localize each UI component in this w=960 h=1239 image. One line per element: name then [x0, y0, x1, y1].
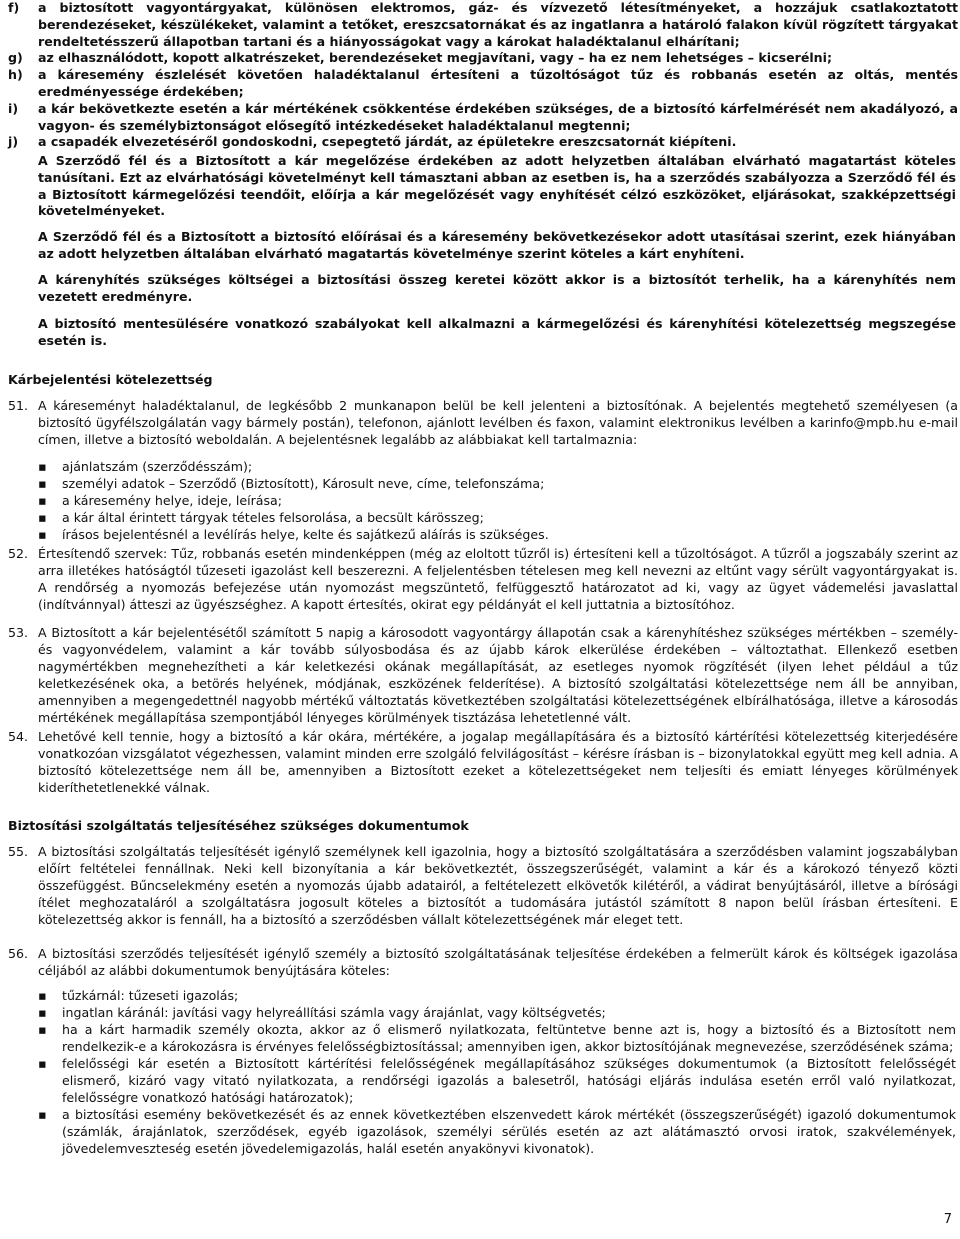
paragraph-prevention: A Szerződő fél és a Biztosított a kár megelőzése érdekében az adott helyzetben általában elvárható magatartást köteles tanúsítani. Ezt az elvárhatósági követelményt kell támasztani abban az esetben is, ha a szerződés szabályozza a Szerződő fél és a Biztosított kármegelőzési teendőit, előírja a kár megelőzését vagy enyhítését célzó eszközöket, eljárásokat, szakképzettségi követelményeket. [38, 153, 956, 219]
item-label: j) [8, 134, 19, 150]
clause-text: A káreseményt haladéktalanul, de legkésőbb 2 munkanapon belül be kell jelenteni a biztosítónak. A bejelentés megtehető személyesen (a biztosító ügyfélszolgálatán vagy bármely postán), telefonon, ajánlott levélben és faxon, valamint elektronikus levélben a karinfo@mpb.hu e-mail címen, illetve a biztosító weboldalán. A bejelentésnek legalább az alábbiakat kell tartalmaznia: [38, 398, 958, 447]
bullet-icon: ▪ [38, 1107, 47, 1122]
bullet-icon: ▪ [38, 493, 47, 508]
item-label: f) [8, 0, 20, 15]
item-label: h) [8, 67, 23, 83]
bullet-icon: ▪ [38, 1056, 47, 1071]
list-item: ▪ ingatlan káránál: javítási vagy helyreállítási számla vagy árajánlat, vagy költségvetés; [38, 1005, 606, 1020]
bullet-icon: ▪ [38, 1005, 47, 1020]
list-item: ▪ ha a kárt harmadik személy okozta, akkor az ő elismerő nyilatkozata, feltüntetve benne azt is, hogy a biztosító és a Biztosított nem rendelkezik-e a károkozásra is érvényes felelősségbiztosítással; amennyiben igen, akkor biztosítójának megnevezése, szerződésének száma; [38, 1022, 956, 1054]
list-item: ▪ írásos bejelentésnél a levélírás helye, kelte és sajátkezű aláírás is szükséges. [38, 527, 549, 542]
section-heading-documents: Biztosítási szolgáltatás teljesítéséhez szükséges dokumentumok [8, 818, 469, 833]
clause-text: A Biztosított a kár bejelentésétől számított 5 napig a károsodott vagyontárgy állapotán csak a kárenyhítéshez szükséges mértékben – személy- és vagyonvédelem, valamint a kár tovább súlyosbodása és az újabb károk elkerülése érdekében – változtathat. Ellenkező esetben nagymértékben megnehezítheti a kár keletkezési okának megállapítását, az esetleges nyomok rögzítését (ilyen lehet például a tűz keletkezésének oka, a betörés helyének, módjának, eszközének felderítése). A biztosító szolgáltatási kötelezettsége nem áll be annyiban, amennyiben a megengedettnél nagyobb mértékű változtatás következtében szolgáltatási kötelezettségének elbírálhatósága, illetve a károsodás mértékének megállapítása szempontjából lényeges körülmények tisztázása lehetetlenné vált. [38, 625, 958, 725]
clause-text: A biztosítási szolgáltatás teljesítését igénylő személynek kell igazolnia, hogy a biztosító szolgáltatására a szerződésben valamint jogszabályban előírt feltételei fennállnak. Neki kell bizonyítania a kár bekövetkeztét, összegszerűségét, valamint a kár és a károkozó tényező közti összefüggést. Bűncselekmény esetén a nyomozás újabb adatairól, a feltételezett elkövetők kilétéről, a vádirat benyújtásáról, illetve a bírósági ítélet meghozataláról a szolgáltatásra jogosult köteles a biztosítót a tudomására jutástól számított 8 napon belül írásban értesíteni. E kötelezettség akkor is fennáll, ha a biztosító a szerződésben vállalt kötelezettségének már eleget tett. [38, 844, 958, 927]
item-text: a biztosított vagyontárgyakat, különösen elektromos, gáz- és vízvezető létesítményeket, a hozzájuk csatlakoztatott berendezéseket, készülékeket, valamint a tetőket, ereszcsatornákat és az ingatlanra a határoló falakon kívül rögzített tárgyakat rendeltetésszerű állapotban tartani és a hiányosságokat vagy a károkat haladéktalanul elhárítani; [38, 0, 958, 49]
bullet-list-51 [38, 458, 956, 543]
bullet-icon: ▪ [38, 476, 47, 491]
section-heading-claim-reporting: Kárbejelentési kötelezettség [8, 372, 213, 387]
list-item: ▪ a biztosítási esemény bekövetkezését és az ennek következtében elszenvedett károk mértékét (összegszerűségét) igazoló dokumentumok (számlák, árajánlatok, szerződések, egyéb igazolások, személyi sérülés esetén az azt alátámasztó orvosi iratok, szakvélemények, jövedelemveszteség esetén jövedelemigazolás, halál esetén anyakönyvi kivonatok). [38, 1107, 956, 1156]
clause-text: A biztosítási szerződés teljesítését igénylő személy a biztosító szolgáltatásának teljesítése érdekében a felmerült károk és költségek igazolása céljából az alábbi dokumentumok benyújtására köteles: [38, 946, 958, 978]
paragraph-mitigation-costs: A kárenyhítés szükséges költségei a biztosítási összeg keretei között akkor is a biztosítót terhelik, ha a kárenyhítés nem vezetett eredményre. [38, 272, 956, 304]
bullet-list-56 [38, 987, 956, 1157]
item-text: a káresemény észlelését követően haladéktalanul értesíteni a tűzoltóságot tűz és robbanás esetén az oltás, mentés eredményessége érdekében; [38, 67, 958, 99]
item-text: az elhasználódott, kopott alkatrészeket, berendezéseket megjavítani, vagy – ha ez nem lehetséges – kicserélni; [38, 50, 832, 66]
bullet-icon: ▪ [38, 459, 47, 474]
obligation-item-f [8, 0, 958, 50]
list-item: ▪ tűzkárnál: tűzeseti igazolás; [38, 988, 239, 1003]
item-text: a csapadék elvezetéséről gondoskodni, csepegtető járdát, az épületekre ereszcsatornát kiépíteni. [38, 134, 737, 150]
clause-54 [8, 728, 958, 796]
bullet-icon: ▪ [38, 1022, 47, 1037]
item-label: g) [8, 50, 23, 66]
clause-51 [8, 397, 958, 448]
clause-text: Lehetővé kell tennie, hogy a biztosító a kár okára, mértékére, a jogalap megállapítására és a biztosító kártérítési kötelezettség kiterjedésére vonatkozóan vizsgálatot végezhessen, valamint minden erre szolgáló felvilágosítást – kérésre írásban is – bizonylatokkal együtt meg kell adnia. A biztosító kötelezettsége nem áll be, amennyiben a Biztosított ezeket a kötelezettségeket nem teljesíti és emiatt lényeges körülmények kideríthetetlenekké válnak. [38, 729, 958, 795]
bullet-icon: ▪ [38, 527, 47, 542]
clause-55 [8, 843, 958, 928]
obligation-list [8, 0, 958, 151]
bullet-icon: ▪ [38, 988, 47, 1003]
clause-text: Értesítendő szervek: Tűz, robbanás esetén mindenképpen (még az eloltott tűzről is) értesíteni kell a tűzoltóságot. A tűzről a jogszabály szerint az arra illetékes hatóságtól tűzeseti igazolást kell beszerezni. A feljelentésben tételesen meg kell nevezni az eltűnt vagy sérült vagyontárgyakat is. A rendőrség a nyomozás befejezése után nyomozást megszüntető, felfüggesztő határozatot ad ki, vagy az ügyet vádemelési javaslattal (indítvánnyal) átteszi az ügyészséghez. A kapott értesítés, okirat egy példányát el kell juttatnia a biztosítóhoz. [38, 546, 958, 612]
item-text: a kár bekövetkezte esetén a kár mértékének csökkentése érdekében szükséges, de a biztosító kárfelmérését nem akadályozó, a vagyon- és személybiztonságot elősegítő intézkedéseket haladéktalanul megtenni; [38, 100, 958, 133]
obligation-item-j [8, 134, 958, 151]
list-item: ▪ a kár által érintett tárgyak tételes felsorolása, a becsült kárösszeg; [38, 510, 484, 525]
clause-53 [8, 624, 958, 726]
item-label: i) [8, 100, 19, 116]
list-item: ▪ a káresemény helye, ideje, leírása; [38, 493, 283, 508]
clause-number: 51. [8, 398, 29, 413]
obligation-item-h [8, 67, 958, 101]
clause-number: 52. [8, 546, 29, 561]
clause-number: 53. [8, 625, 29, 640]
bullet-icon: ▪ [38, 510, 47, 525]
paragraph-mitigation: A Szerződő fél és a Biztosított a biztosító előírásai és a káresemény bekövetkezésekor adott utasításai szerint, ezek hiányában az adott helyzetben általában elvárható magatartás követelménye szerint köteles a kárt enyhíteni. [38, 229, 956, 261]
page-number: 7 [943, 1212, 952, 1227]
clause-number: 55. [8, 844, 29, 859]
clause-number: 56. [8, 946, 29, 961]
list-item: ▪ ajánlatszám (szerződésszám); [38, 459, 253, 474]
paragraph-exemption: A biztosító mentesülésére vonatkozó szabályokat kell alkalmazni a kármegelőzési és kárenyhítési kötelezettség megszegése esetén is. [38, 316, 956, 348]
obligation-item-i [8, 101, 958, 135]
list-item: ▪ felelősségi kár esetén a Biztosított kártérítési felelősségének megállapításához szükséges dokumentumok (a Biztosított felelősségét elismerő, kizáró vagy vitató nyilatkozata, a rendőrségi igazolás a balesetről, hatósági eljárás indulása esetén erről való nyilatkozat, felelősségre vonatkozó hatósági határozatok); [38, 1056, 956, 1105]
obligation-item-g [8, 50, 958, 67]
clause-52 [8, 545, 958, 613]
list-item: ▪ személyi adatok – Szerződő (Biztosított), Károsult neve, címe, telefonszáma; [38, 476, 545, 491]
clause-56 [8, 945, 958, 979]
clause-number: 54. [8, 729, 29, 744]
